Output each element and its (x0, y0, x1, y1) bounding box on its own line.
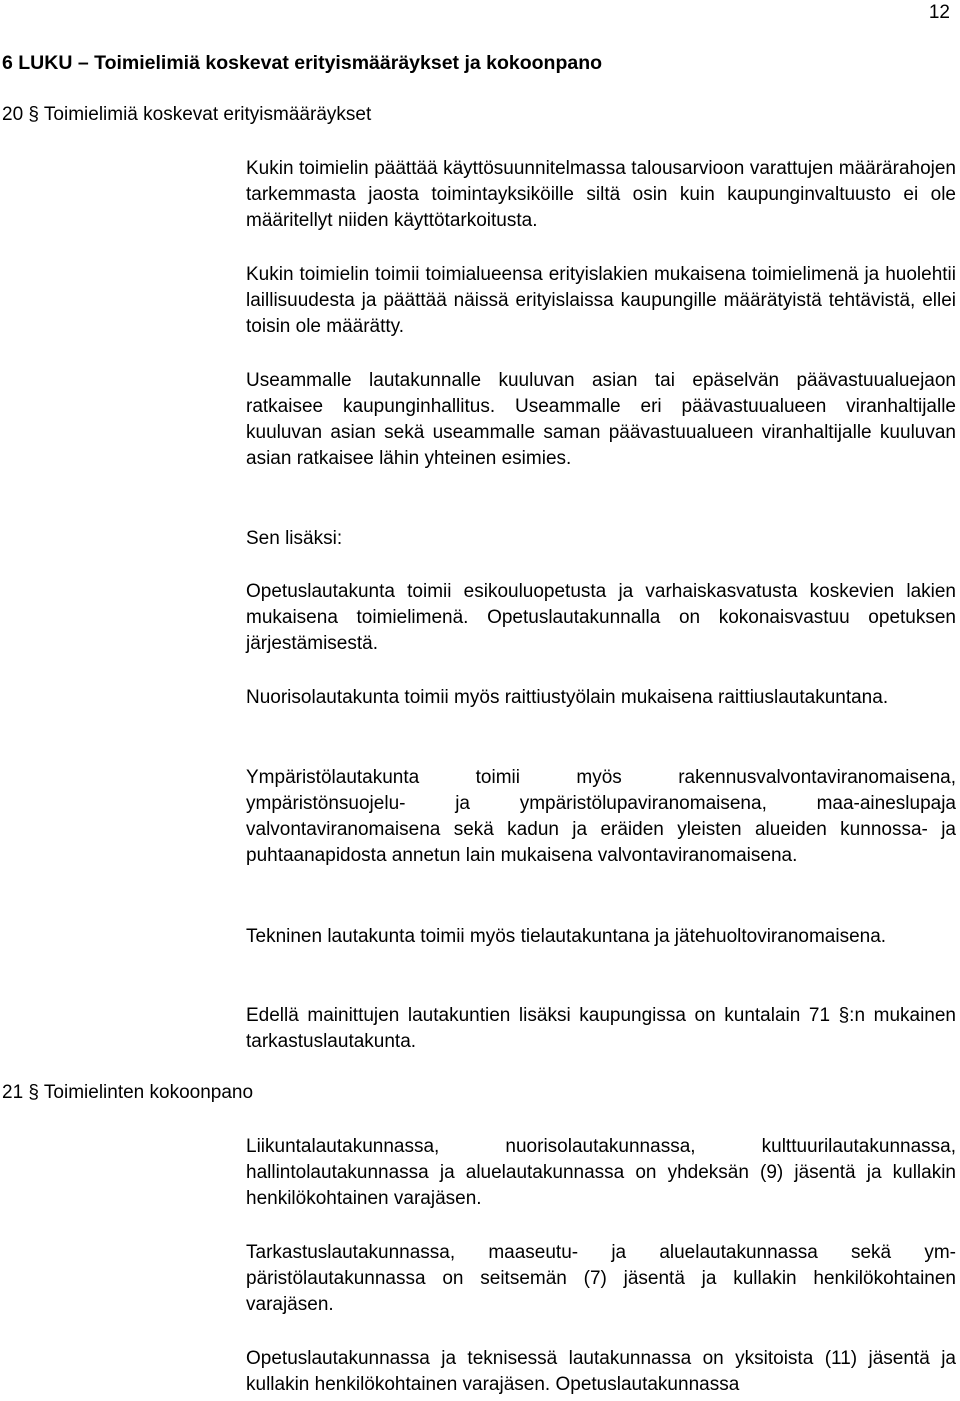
paragraph-in-addition: Sen lisäksi: (246, 528, 343, 549)
paragraph-environment-board: Ympäristölautakunta toimii myös rakennusvalvontaviranomaisena, ympäristönsuojelu- ja ympäristölupaviranomaisena, maa-aineslupaja valvontaviranomaisena sekä kadun ja eräiden yleisten alueiden kunnossa- ja puhtaanapidosta annetun lain mukaisena valvontaviranomaisena. (246, 767, 956, 866)
paragraph-youth-board: Nuorisolautakunta toimii myös raittiustyölain mukaisena raittiuslautakuntana. (246, 687, 889, 708)
paragraph-education-board: Opetuslautakunta toimii esikouluopetusta ja varhaiskasvatusta koskevien lakien mukaisena toimielimenä. Opetuslautakunnalla on kokonaisvastuu opetuksen järjestämisestä. (246, 581, 956, 654)
paragraph-eleven-members: Opetuslautakunnassa ja teknisessä lautakunnassa on yksitoista (11) jäsentä ja kullakin henkilökohtainen varajäsen. Opetuslautakunnassa (246, 1348, 956, 1395)
page-number: 12 (928, 2, 950, 23)
section-heading-20: 20 § Toimielimiä koskevat erityismääräykset (2, 104, 372, 125)
paragraph-audit-board: Edellä mainittujen lautakuntien lisäksi kaupungissa on kuntalain 71 §:n mukainen tarkastuslautakunta. (246, 1005, 956, 1052)
chapter-title: 6 LUKU – Toimielimiä koskevat erityismääräykset ja kokoonpano (2, 52, 603, 74)
paragraph-technical-board: Tekninen lautakunta toimii myös tielautakuntana ja jätehuoltoviranomaisena. (246, 926, 887, 947)
paragraph-responsibility-disputes: Useammalle lautakunnalle kuuluvan asian tai epäselvän päävastuualuejaon ratkaisee kaupunginhallitus. Useammalle eri päävastuualueen viranhaltijalle kuuluvan asian sekä useammalle saman päävastuualueen viranhaltijalle kuuluvan asian ratkaisee lähin yhteinen esimies. (246, 370, 956, 469)
paragraph-seven-members: Tarkastuslautakunnassa, maaseutu- ja aluelautakunnassa sekä ympäristölautakunnassa on seitsemän (7) jäsentä ja kullakin henkilökohtainen varajäsen. (246, 1242, 956, 1315)
paragraph-budget-allocation: Kukin toimielin päättää käyttösuunnitelmassa talousarvioon varattujen määrärahojen tarkemmasta jaosta toimintayksiköille siltä osin kuin kaupunginvaltuusto ei ole määritellyt niiden käyttötarkoitusta. (246, 158, 956, 231)
paragraph-nine-members: Liikuntalautakunnassa, nuorisolautakunnassa, kulttuurilautakunnassa, hallintolautakunnassa ja aluelautakunnassa on yhdeksän (9) jäsentä ja kullakin henkilökohtainen varajäsen. (246, 1136, 956, 1209)
paragraph-special-laws: Kukin toimielin toimii toimialueensa erityislakien mukaisena toimielimenä ja huolehtii laillisuudesta ja päättää näissä erityislaissa kaupungille määrätyistä tehtävistä, ellei toisin ole määrätty. (246, 264, 956, 337)
section-heading-21: 21 § Toimielinten kokoonpano (2, 1082, 254, 1103)
